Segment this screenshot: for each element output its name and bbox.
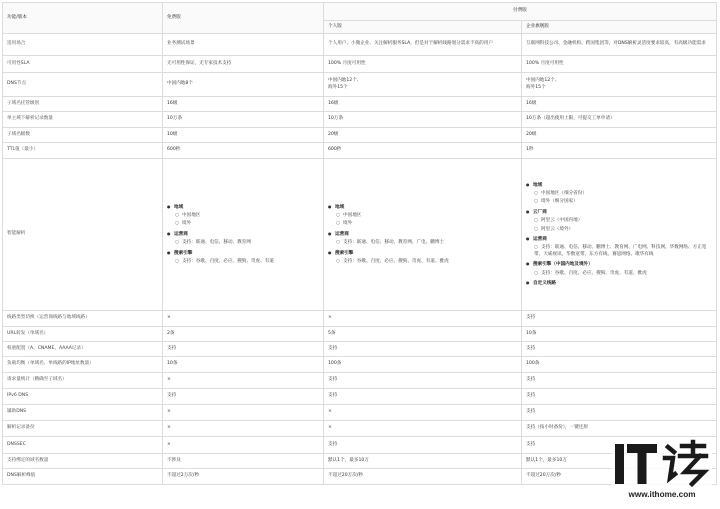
- cell-free: 支持: [163, 389, 324, 405]
- circle-bullet-icon: ○: [175, 259, 180, 265]
- cell-label: 子域名级数: [3, 128, 163, 143]
- cell-free: 中国内地8个: [163, 73, 324, 97]
- table-row: [3, 454, 717, 469]
- cell-free: ×: [163, 421, 324, 437]
- cell-personal: 支持: [324, 373, 522, 389]
- table-row: [3, 34, 717, 56]
- table-row: [3, 357, 717, 373]
- tree-subitem: [336, 240, 517, 246]
- cell-personal: 600秒: [324, 143, 522, 159]
- cell-personal: 100条: [324, 357, 522, 373]
- cell-label: TTL值（最小）: [3, 143, 163, 159]
- tree-subitem: [534, 271, 712, 277]
- cell-free: 支持: [163, 342, 324, 357]
- tree-subitem-text: 阿里云（境外）: [541, 226, 574, 232]
- tree-item: [328, 204, 517, 228]
- tree-subitem-text: 支持：联通、电信、移动、教育网: [182, 240, 251, 246]
- cell-enterprise: 支持: [522, 389, 717, 405]
- tree-item: [526, 236, 712, 258]
- tree-subitem-text: 支持：谷歌、百度、必应、搜狗、奇虎、有道、雅虎: [343, 259, 449, 265]
- tree-category: 地域: [174, 204, 184, 210]
- smart-tree: [526, 182, 712, 288]
- cell-free: 不涉及: [163, 454, 324, 469]
- header-free: 免费版: [163, 3, 324, 34]
- cell-enterprise: 默认1个，最多10万: [522, 454, 717, 469]
- cell-enterprise: 支持: [522, 437, 717, 454]
- cell-free: ×: [163, 311, 324, 327]
- cell-label: IPv6 DNS: [3, 389, 163, 405]
- cell-label: 线路类型切换（运营商线路与地域线路）: [3, 311, 163, 327]
- tree-subitem: [534, 227, 712, 233]
- table-row: [3, 389, 717, 405]
- cell-enterprise: 1秒: [522, 143, 717, 159]
- cell-enterprise: 支持: [522, 311, 717, 327]
- table-row: [3, 73, 717, 97]
- cell-enterprise: 不超过20万次/秒: [522, 469, 717, 485]
- cell-free: 10万条: [163, 112, 324, 128]
- table-row: [3, 128, 717, 143]
- cell-free: ×: [163, 437, 324, 454]
- cell-personal: 中国内地12个、 海外15个: [324, 73, 522, 97]
- tree-item: [328, 231, 517, 247]
- tree-subitem: [336, 221, 517, 227]
- circle-bullet-icon: ○: [534, 226, 539, 232]
- bullet-icon: ●: [167, 230, 171, 236]
- tree-sublist: [167, 259, 319, 265]
- comparison-table: [2, 2, 717, 485]
- cell-personal: 默认1个，最多10万: [324, 454, 522, 469]
- tree-subitem-text: 中国地区: [182, 212, 201, 218]
- tree-subitem: [175, 213, 319, 219]
- tree-subitem-text: 支持：谷歌、百度、必应、搜狗、奇虎、有道、雅虎: [541, 270, 647, 276]
- cell-smart-enterprise: [522, 159, 717, 311]
- table-row: [3, 143, 717, 159]
- circle-bullet-icon: ○: [534, 218, 539, 224]
- cell-label: DNS解析峰值: [3, 469, 163, 485]
- tree-item: [526, 261, 712, 277]
- cell-personal: 支持: [324, 437, 522, 454]
- tree-sublist: [526, 271, 712, 277]
- tree-subitem: [534, 199, 712, 205]
- smart-tree: [167, 204, 319, 266]
- cell-enterprise: 20级: [522, 128, 717, 143]
- table-row: [3, 405, 717, 421]
- tree-category: 搜索引擎: [174, 250, 193, 256]
- tree-subitem-text: 境外（细分国家）: [541, 199, 578, 205]
- tree-sublist: [328, 240, 517, 246]
- cell-enterprise: 10万条（超出使用上限，可提交工单申请）: [522, 112, 717, 128]
- header-enterprise: 企业旗舰版: [522, 21, 717, 34]
- tree-sublist: [526, 218, 712, 233]
- bullet-icon: ●: [167, 203, 171, 209]
- tree-item: [526, 182, 712, 206]
- tree-category: 运营商: [335, 231, 349, 237]
- cell-label: URL转发（单域名）: [3, 327, 163, 342]
- table-row: [3, 311, 717, 327]
- cell-personal: ×: [324, 421, 522, 437]
- tree-item: [526, 280, 712, 287]
- cell-personal: 支持: [324, 342, 522, 357]
- bullet-icon: ●: [526, 261, 530, 267]
- bullet-icon: ●: [167, 249, 171, 255]
- cell-label: DNSSEC: [3, 437, 163, 454]
- table-body: [3, 34, 717, 485]
- cell-label: 智能解析: [3, 159, 163, 311]
- circle-bullet-icon: ○: [175, 212, 180, 218]
- cell-enterprise: 支持（按小时备份），一键还原: [522, 421, 717, 437]
- cell-enterprise: 100% 月度可用性: [522, 56, 717, 73]
- tree-subitem: [534, 245, 712, 258]
- cell-label: 权重配置（A、CNAME、AAAA记录）: [3, 342, 163, 357]
- cell-label: 负载均衡（单域名、单线路的IP地址数量）: [3, 357, 163, 373]
- ithome-logo-icon: [612, 438, 712, 490]
- tree-subitem: [336, 259, 517, 265]
- cell-personal: ×: [324, 405, 522, 421]
- cell-personal: 5条: [324, 327, 522, 342]
- tree-item: [328, 250, 517, 266]
- cell-label: 请求量统计（精确至子域名）: [3, 373, 163, 389]
- cell-personal: 20级: [324, 128, 522, 143]
- tree-category: 搜索引擎（中国内地及境外）: [533, 262, 593, 268]
- cell-personal: 支持: [324, 389, 522, 405]
- tree-category: 云厂商: [533, 209, 547, 215]
- cell-free: 10条: [163, 357, 324, 373]
- table-row: [3, 437, 717, 454]
- cell-free: ×: [163, 405, 324, 421]
- table-row: [3, 56, 717, 73]
- cell-enterprise: 100条: [522, 357, 717, 373]
- tree-sublist: [526, 245, 712, 258]
- circle-bullet-icon: ○: [534, 199, 539, 205]
- bullet-icon: ●: [328, 203, 332, 209]
- cell-personal: ×: [324, 311, 522, 327]
- tree-subitem: [534, 191, 712, 197]
- table-row: [3, 112, 717, 128]
- circle-bullet-icon: ○: [534, 245, 539, 251]
- circle-bullet-icon: ○: [175, 221, 180, 227]
- tree-subitem: [175, 221, 319, 227]
- cell-label: 子域名托管级别: [3, 97, 163, 112]
- smart-tree: [328, 204, 517, 266]
- ithome-watermark: [612, 438, 712, 504]
- cell-free: 10级: [163, 128, 324, 143]
- cell-personal: 个人用户、小微企业、关注解析服务SLA，但是对于解析线路划分需求不高的用户: [324, 34, 522, 56]
- bullet-icon: ●: [526, 236, 530, 241]
- tree-subitem-text: 支持：联通、电信、移动、鹏博士、教育网、广电网、科技网、华数网络、方正宽带、天威视讯、华数宽带、东方有线、赛思网络、歌华有线: [534, 245, 707, 257]
- cell-label: 解析记录备份: [3, 421, 163, 437]
- header-paid: 付费版: [324, 3, 717, 21]
- bullet-icon: ●: [526, 280, 530, 286]
- cell-label: 可用性SLA: [3, 56, 163, 73]
- tree-subitem-text: 境外: [182, 221, 192, 227]
- cell-enterprise: 支持: [522, 373, 717, 389]
- cell-free: 600秒: [163, 143, 324, 159]
- tree-category: 自定义线路: [533, 281, 556, 287]
- cell-label: 辅助DNS: [3, 405, 163, 421]
- cell-enterprise: 10条: [522, 327, 717, 342]
- watermark-url: www.ithome.com: [628, 490, 696, 499]
- tree-subitem-text: 阿里云（中国内地）: [541, 218, 583, 224]
- circle-bullet-icon: ○: [534, 190, 539, 196]
- tree-sublist: [328, 213, 517, 228]
- tree-subitem-text: 支持：联通、电信、移动、教育网、广电、鹏博士: [343, 240, 445, 246]
- circle-bullet-icon: ○: [534, 270, 539, 276]
- cell-label: 支持绑定的域名数量: [3, 454, 163, 469]
- cell-smart-free: [163, 159, 324, 311]
- tree-subitem-text: 中国地区: [343, 212, 362, 218]
- tree-sublist: [167, 213, 319, 228]
- circle-bullet-icon: ○: [175, 240, 180, 246]
- header-feature: 功能/版本: [3, 3, 163, 34]
- cell-personal: 100% 月度可用性: [324, 56, 522, 73]
- bullet-icon: ●: [328, 249, 332, 255]
- table-row: [3, 421, 717, 437]
- cell-free: 2条: [163, 327, 324, 342]
- tree-category: 地域: [335, 204, 345, 210]
- tree-item: [167, 231, 319, 247]
- cell-enterprise: 支持: [522, 342, 717, 357]
- cell-personal: 10万条: [324, 112, 522, 128]
- cell-free: 无可用性保证，无专家技术支持: [163, 56, 324, 73]
- cell-free: 不超过2万次/秒: [163, 469, 324, 485]
- cell-personal: 不超过20万次/秒: [324, 469, 522, 485]
- tree-item: [167, 204, 319, 228]
- bullet-icon: ●: [526, 208, 530, 214]
- tree-subitem: [175, 240, 319, 246]
- bullet-icon: ●: [328, 230, 332, 236]
- tree-sublist: [167, 240, 319, 246]
- tree-subitem-text: 支持：谷歌、百度、必应、搜狗、奇虎、有道: [182, 259, 274, 265]
- tree-subitem: [534, 218, 712, 224]
- tree-item: [526, 209, 712, 233]
- cell-enterprise: 中国内地12个、 海外15个: [522, 73, 717, 97]
- circle-bullet-icon: ○: [336, 259, 341, 265]
- table-row: [3, 327, 717, 342]
- tree-subitem-text: 中国地区（细分省份）: [541, 190, 587, 196]
- tree-category: 搜索引擎: [335, 250, 354, 256]
- tree-sublist: [526, 191, 712, 206]
- circle-bullet-icon: ○: [336, 240, 341, 246]
- bullet-icon: ●: [526, 181, 530, 187]
- tree-subitem-text: 境外: [343, 221, 353, 227]
- cell-free: 16级: [163, 97, 324, 112]
- tree-category: 地域: [533, 182, 543, 188]
- cell-free: 业务测试场景: [163, 34, 324, 56]
- table-row: [3, 469, 717, 485]
- cell-enterprise: 支持: [522, 405, 717, 421]
- tree-category: 运营商: [174, 231, 188, 237]
- cell-personal: 16级: [324, 97, 522, 112]
- table-row: [3, 373, 717, 389]
- cell-enterprise: 互联网科技公司、金融机构、跨国集团等，对DNS解析灵活度要求较高，有高级功能需求: [522, 34, 717, 56]
- cell-label: DNS节点: [3, 73, 163, 97]
- cell-free: ×: [163, 373, 324, 389]
- table-row: [3, 97, 717, 112]
- table-row-smart: [3, 159, 717, 311]
- cell-label: 适用场合: [3, 34, 163, 56]
- cell-label: 单主域下解析记录数量: [3, 112, 163, 128]
- circle-bullet-icon: ○: [336, 212, 341, 218]
- cell-smart-personal: [324, 159, 522, 311]
- tree-category: 运营商: [533, 237, 547, 242]
- tree-sublist: [328, 259, 517, 265]
- header-personal: 个人版: [324, 21, 522, 34]
- table-row: [3, 342, 717, 357]
- tree-subitem: [336, 213, 517, 219]
- circle-bullet-icon: ○: [336, 221, 341, 227]
- tree-item: [167, 250, 319, 266]
- cell-enterprise: 16级: [522, 97, 717, 112]
- tree-subitem: [175, 259, 319, 265]
